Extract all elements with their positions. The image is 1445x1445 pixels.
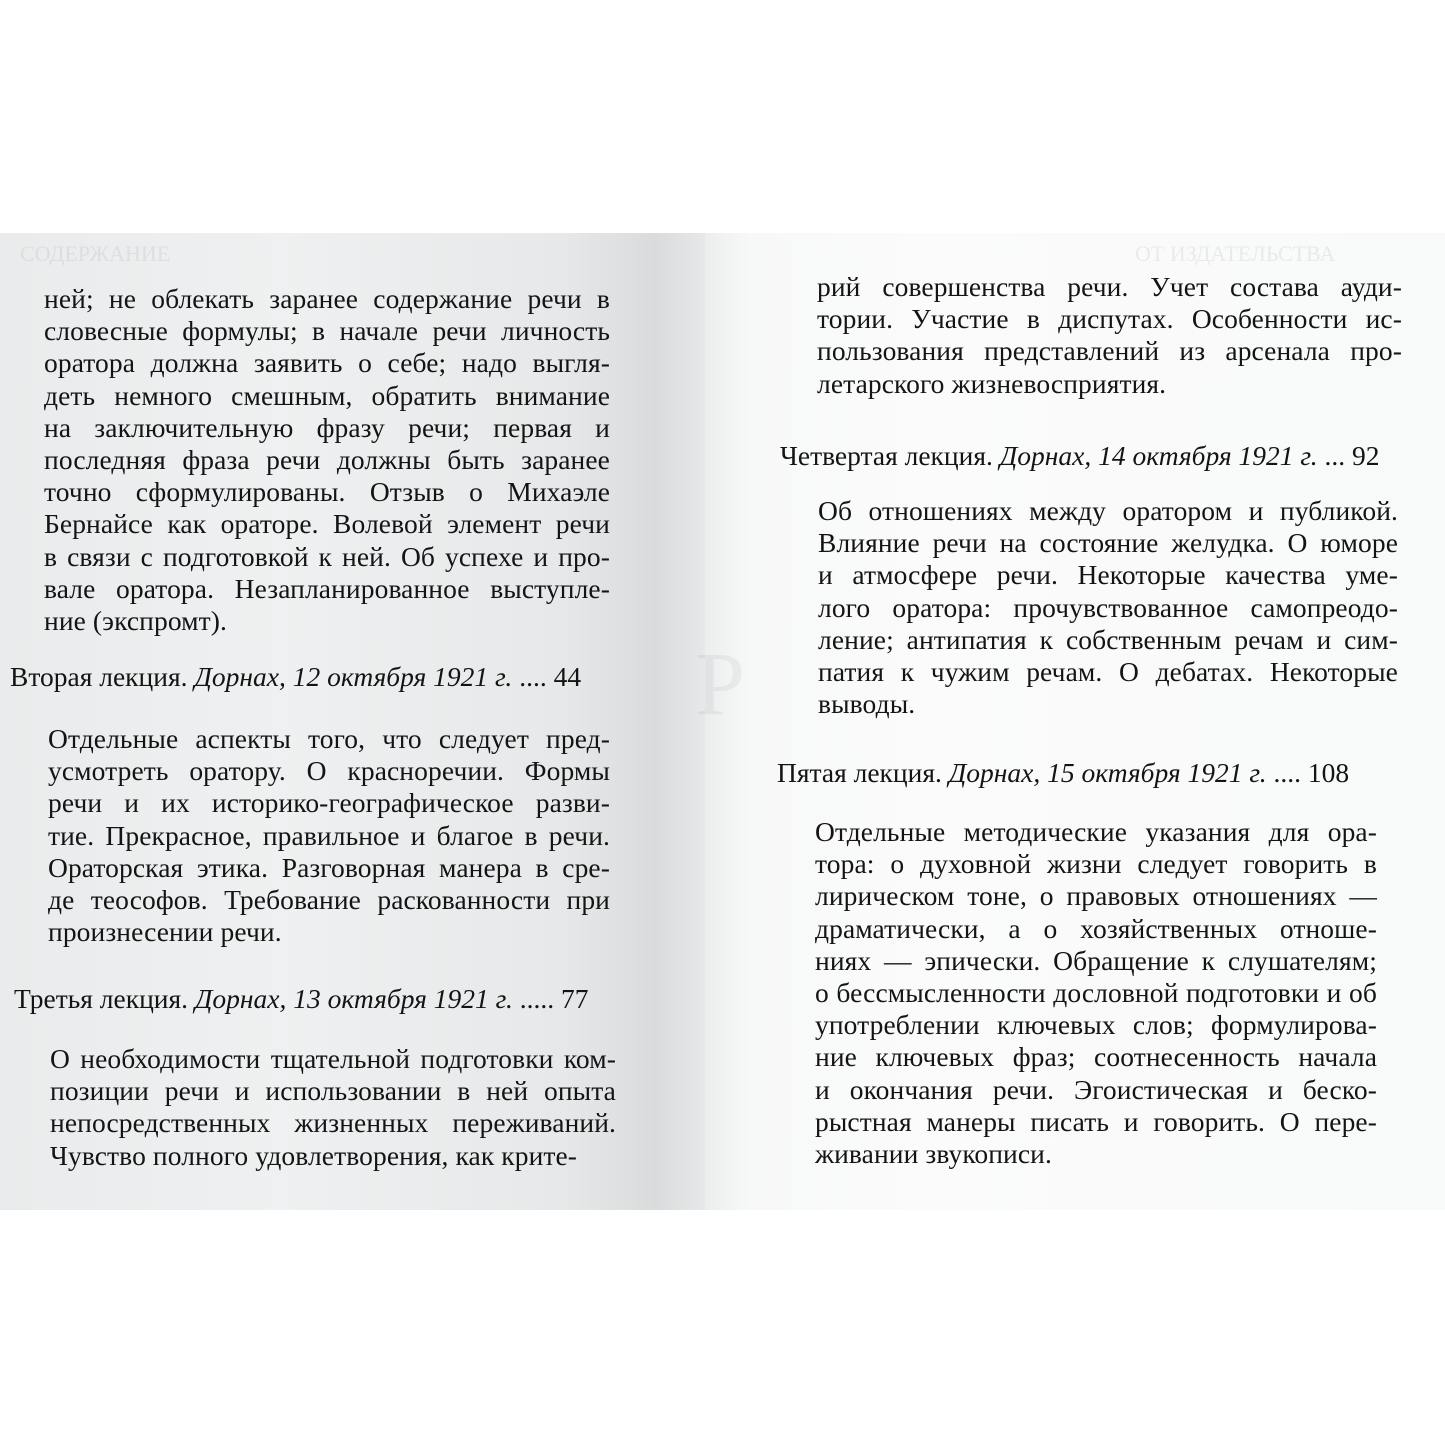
text-line: ние (экспромт). <box>44 605 228 637</box>
toc-entry-summary-4 <box>818 495 1398 720</box>
text-line: последняя фраза речи должны быть заранее <box>44 444 610 476</box>
text-line: лирическом тоне, о правовых отношениях — <box>815 880 1377 912</box>
show-through-text: ОТ ИЗДАТЕЛЬСТВА <box>1135 241 1336 266</box>
lecture-title: Третья лекция. <box>14 983 189 1014</box>
text-line: в связи с подготовкой к ней. Об успехе и про- <box>44 540 610 572</box>
right-continuation-paragraph <box>817 271 1402 400</box>
text-line: и окончания речи. Эгоистическая и беско- <box>815 1073 1377 1105</box>
text-line: ней; не облекать заранее содержание речи в <box>44 283 610 314</box>
left-page <box>0 233 705 1210</box>
text-line: вале оратора. Незапланированное выступле- <box>44 572 610 604</box>
text-line: патия к чужим речам. О дебатах. Некоторые <box>818 656 1398 688</box>
text-line: произнесении речи. <box>48 916 282 948</box>
toc-entry-heading-2 <box>10 661 581 693</box>
text-line: ниях — эпически. Обращение к слушателям; <box>815 944 1377 976</box>
lecture-title: Вторая лекция. <box>10 661 188 692</box>
lecture-date: Дорнах, 14 октября 1921 г. <box>999 440 1318 471</box>
book-spread-photo <box>0 233 1445 1210</box>
toc-entry-heading-3 <box>14 983 589 1015</box>
text-line: драматически, а о хозяйственных отноше- <box>815 912 1377 944</box>
dot-leader: .... <box>1273 757 1302 788</box>
text-line: де теософов. Требование раскованности при <box>48 884 610 916</box>
text-line: Отдельные методические указания для ора- <box>815 816 1377 847</box>
text-line: Влияние речи на состояние желудка. О юморе <box>818 527 1398 559</box>
text-line: тора: о духовной жизни следует говорить в <box>815 848 1377 880</box>
text-line: и атмосфере речи. Некоторые качества уме- <box>818 559 1398 591</box>
text-line: употреблении ключевых слов; формулирова- <box>815 1009 1377 1041</box>
dot-leader: .... <box>519 661 547 692</box>
text-line: Отдельные аспекты того, что следует пред- <box>48 723 610 754</box>
text-line: пользования представлений из арсенала про- <box>817 335 1402 367</box>
text-line: тории. Участие в диспутах. Особенности ис- <box>817 303 1402 335</box>
text-line: на заключительную фразу речи; первая и <box>44 411 610 443</box>
text-line: Ораторская этика. Разговорная манера в сре- <box>48 851 610 883</box>
lecture-date: Дорнах, 13 октября 1921 г. <box>194 983 513 1014</box>
text-line: ние ключевых фраз; соотнесенность начала <box>815 1041 1377 1073</box>
left-continuation-paragraph <box>44 283 610 637</box>
page-number: 77 <box>561 983 589 1014</box>
text-line: ление; антипатия к собственным речам и сим- <box>818 623 1398 655</box>
lecture-date: Дорнах, 12 октября 1921 г. <box>194 661 513 692</box>
page-number: 108 <box>1307 757 1350 788</box>
text-line: усмотреть оратору. О красноречии. Формы <box>48 755 610 787</box>
text-line: лого оратора: прочувствованное самопреодо- <box>818 591 1398 623</box>
text-line: О необходимости тщательной подготовки ком- <box>50 1043 616 1074</box>
text-line: летарского жизневосприятия. <box>817 367 1167 399</box>
text-line: рий совершенства речи. Учет состава ауди- <box>817 271 1402 302</box>
text-line: живании звукописи. <box>815 1138 1052 1170</box>
text-line: рыстная манеры писать и говорить. О пере- <box>815 1105 1377 1137</box>
toc-entry-heading-4 <box>780 440 1380 472</box>
text-line: речи и их историко-географическое разви- <box>48 787 610 819</box>
dot-leader: ..... <box>519 983 555 1014</box>
text-line: непосредственных жизненных переживаний. <box>50 1107 616 1139</box>
lecture-title: Четвертая лекция. <box>780 440 993 471</box>
toc-entry-summary-5 <box>815 816 1377 1170</box>
text-line: Бернайсе как ораторе. Волевой элемент речи <box>44 508 610 540</box>
lecture-title: Пятая лекция. <box>777 757 942 788</box>
text-line: тие. Прекрасное, правильное и благое в речи. <box>48 819 610 851</box>
page-number: 44 <box>553 661 582 692</box>
right-page <box>695 233 1445 1210</box>
toc-entry-heading-5 <box>777 757 1349 789</box>
lecture-date: Дорнах, 15 октября 1921 г. <box>948 757 1267 788</box>
text-line: Об отношениях между оратором и публикой. <box>818 495 1398 526</box>
text-line: оратора должна заявить о себе; надо выгля- <box>44 347 610 379</box>
dot-leader: ... <box>1324 440 1346 471</box>
toc-entry-summary-3 <box>50 1043 616 1172</box>
text-line: словесные формулы; в начале речи личность <box>44 315 610 347</box>
show-through-text: СОДЕРЖАНИЕ <box>20 241 171 266</box>
toc-entry-summary-2 <box>48 723 610 948</box>
page-number: 92 <box>1352 440 1380 471</box>
text-line: деть немного смешным, обратить внимание <box>44 379 610 411</box>
show-through-initial: Р <box>695 635 746 734</box>
text-line: о бессмысленности дословной подготовки и об <box>815 977 1377 1009</box>
text-line: выводы. <box>818 688 916 720</box>
text-line: Чувство полного удовлетворения, как крите- <box>50 1139 578 1171</box>
text-line: точно сформулированы. Отзыв о Михаэле <box>44 476 610 508</box>
text-line: позиции речи и использовании в ней опыта <box>50 1075 616 1107</box>
